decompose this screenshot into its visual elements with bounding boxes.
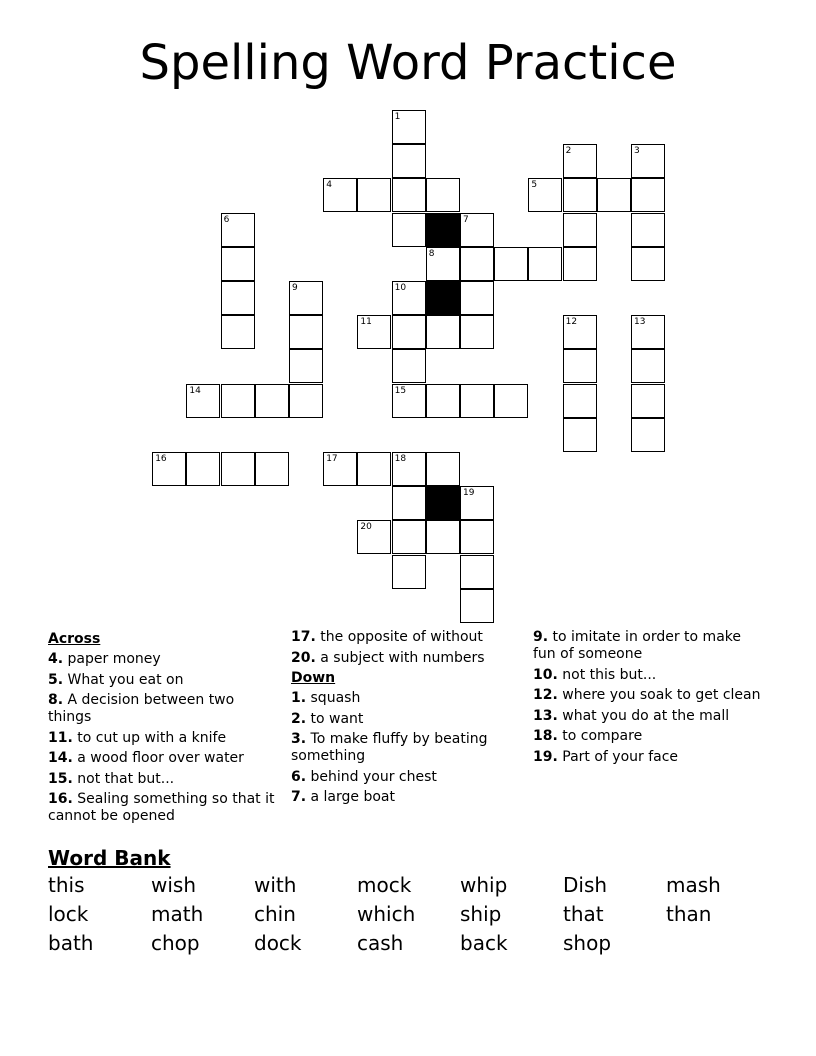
clue (533, 708, 763, 725)
clue-number-label: 2. (291, 710, 307, 727)
grid-cell[interactable] (460, 555, 494, 589)
word-bank-word: back (460, 931, 508, 955)
word-bank-word: chin (254, 902, 296, 926)
clue-number: 13 (634, 317, 646, 328)
clue-section-heading: Across (48, 631, 101, 647)
clue-number-label: 8. (48, 692, 64, 708)
word-bank-word: chop (151, 931, 200, 955)
grid-cell[interactable] (631, 384, 665, 418)
grid-cell[interactable] (460, 213, 494, 247)
clue-number-label: 13. (533, 707, 558, 724)
clue (533, 667, 763, 684)
clue-text: to imitate in order to make fun of someone (533, 629, 741, 662)
clue-text: the opposite of without (320, 629, 483, 645)
clue-number: 19 (463, 488, 475, 499)
grid-cell[interactable] (392, 178, 426, 212)
grid-cell[interactable] (221, 384, 255, 418)
clue-number: 12 (565, 317, 578, 328)
clue-text: paper money (67, 651, 161, 667)
grid-cell[interactable] (392, 384, 426, 418)
clue-number: 4 (326, 180, 332, 191)
clue-text: a large boat (310, 789, 395, 805)
clue-number-label: 12. (533, 687, 558, 703)
clue (48, 771, 278, 788)
grid-cell[interactable] (631, 349, 665, 383)
grid-cell[interactable] (563, 418, 597, 452)
clue (533, 687, 763, 704)
grid-cell[interactable] (563, 213, 597, 247)
clue-text: not this but... (562, 666, 657, 683)
grid-cell[interactable] (392, 315, 426, 349)
clue (533, 728, 763, 745)
grid-cell[interactable] (460, 384, 494, 418)
clue-number-label: 7. (291, 789, 307, 805)
word-bank-word: which (357, 902, 416, 926)
clue-number-label: 10. (533, 666, 558, 683)
black-cell (426, 486, 460, 520)
grid-cell[interactable] (186, 384, 220, 418)
grid-cell[interactable] (460, 315, 494, 349)
word-bank-title: Word Bank (48, 846, 171, 870)
word-bank-word: mock (357, 873, 412, 897)
grid-cell[interactable] (631, 144, 665, 178)
clue-number-label: 19. (533, 748, 558, 765)
grid-cell[interactable] (631, 315, 665, 349)
clue-number-label: 20. (291, 649, 316, 666)
clue-number-label: 1. (291, 690, 307, 706)
clue-number-label: 16. (48, 791, 73, 807)
clue-text: A decision between two things (48, 692, 235, 725)
clue-text: where you soak to get clean (562, 687, 761, 703)
clue-number-label: 3. (291, 731, 307, 747)
clue-number: 1 (394, 112, 401, 122)
clue-text: Part of your face (562, 748, 679, 765)
grid-cell[interactable] (631, 213, 665, 247)
word-bank-word: lock (48, 902, 89, 926)
grid-cell[interactable] (289, 315, 323, 349)
grid-cell[interactable] (392, 144, 426, 178)
clue (48, 730, 278, 747)
word-bank-word: dock (254, 931, 302, 955)
grid-cell[interactable] (289, 349, 323, 383)
grid-cell[interactable] (392, 213, 426, 247)
clue-number: 14 (189, 385, 201, 396)
grid-cell[interactable] (152, 452, 186, 486)
clue-number: 7 (463, 214, 469, 225)
word-bank-word: ship (460, 902, 502, 926)
clue (533, 629, 763, 663)
grid-cell[interactable] (392, 555, 426, 589)
grid-cell[interactable] (426, 247, 460, 281)
grid-cell[interactable] (357, 315, 391, 349)
word-bank-word: wish (151, 873, 197, 897)
page-title: Spelling Word Practice (139, 35, 677, 91)
clue-text: not that but... (77, 770, 175, 787)
grid-cell[interactable] (392, 486, 426, 520)
grid-cell[interactable] (392, 281, 426, 315)
clue-number: 8 (428, 248, 435, 259)
clue-text: to compare (562, 728, 643, 744)
word-bank-word: mash (666, 873, 721, 897)
black-cell (426, 213, 460, 247)
clue-number: 6 (223, 214, 230, 225)
clue-column-1 (48, 629, 278, 829)
grid-cell[interactable] (221, 315, 255, 349)
grid-cell[interactable] (563, 144, 597, 178)
clue-number: 11 (360, 317, 372, 328)
grid-cell[interactable] (563, 315, 597, 349)
clue-number-label: 17. (291, 629, 316, 645)
word-bank-word: than (666, 902, 712, 926)
word-bank-word: this (48, 873, 85, 897)
grid-cell[interactable] (426, 384, 460, 418)
clue-text: what you do at the mall (562, 707, 730, 724)
clue-number: 15 (394, 385, 407, 396)
clue (291, 789, 521, 806)
grid-cell[interactable] (631, 247, 665, 281)
word-bank (48, 872, 768, 956)
clue-number: 3 (634, 146, 640, 157)
grid-cell[interactable] (323, 452, 357, 486)
clue-text: Sealing something so that it cannot be opened (48, 791, 275, 824)
grid-cell[interactable] (528, 247, 562, 281)
clue (291, 690, 521, 707)
word-bank-word: with (254, 873, 297, 897)
grid-cell[interactable] (221, 452, 255, 486)
clue-number-label: 14. (48, 750, 73, 766)
grid-cell[interactable] (186, 452, 220, 486)
clue (48, 750, 278, 767)
grid-cell[interactable] (597, 178, 631, 212)
clue (48, 692, 278, 726)
grid-cell[interactable] (563, 384, 597, 418)
clue (48, 651, 278, 668)
clue-text: to cut up with a knife (77, 729, 227, 746)
grid-cell[interactable] (221, 247, 255, 281)
clue (48, 672, 278, 689)
clue-number-label: 15. (48, 770, 73, 787)
grid-cell[interactable] (460, 520, 494, 554)
grid-cell[interactable] (563, 247, 597, 281)
grid-cell[interactable] (392, 349, 426, 383)
clue-column-2 (291, 629, 521, 810)
grid-cell[interactable] (323, 178, 357, 212)
clue-number-label: 6. (291, 768, 307, 785)
clue-text: a wood floor over water (77, 750, 244, 766)
grid-cell[interactable] (460, 589, 494, 623)
clue-number-label: 18. (533, 728, 558, 744)
clue-number: 20 (360, 522, 372, 533)
clue-text: a subject with numbers (320, 649, 485, 666)
clue-text: What you eat on (67, 671, 184, 688)
clue (291, 769, 521, 786)
clue-number: 10 (394, 283, 407, 293)
grid-cell[interactable] (221, 213, 255, 247)
clue-number: 5 (531, 180, 538, 191)
clue-column-3 (533, 629, 763, 769)
grid-cell[interactable] (563, 178, 597, 212)
clue-text: squash (310, 690, 361, 706)
grid-cell[interactable] (426, 520, 460, 554)
clue (291, 731, 521, 765)
grid-cell[interactable] (357, 178, 391, 212)
clue (533, 749, 763, 766)
grid-cell[interactable] (426, 452, 460, 486)
grid-cell[interactable] (392, 520, 426, 554)
word-bank-word: math (151, 902, 204, 926)
grid-cell[interactable] (494, 247, 528, 281)
grid-cell[interactable] (426, 178, 460, 212)
grid-cell[interactable] (221, 281, 255, 315)
grid-cell[interactable] (255, 452, 289, 486)
word-bank-word: Dish (563, 873, 608, 897)
word-bank-word: cash (357, 931, 404, 955)
clue-number-label: 4. (48, 651, 64, 667)
grid-cell[interactable] (631, 418, 665, 452)
clue-number: 9 (292, 283, 298, 293)
grid-cell[interactable] (357, 452, 391, 486)
clue-number: 2 (565, 146, 572, 157)
clue-section-heading: Down (291, 670, 336, 686)
word-bank-word: whip (460, 873, 508, 897)
grid-cell[interactable] (563, 349, 597, 383)
clue-number: 18 (394, 454, 407, 464)
black-cell (426, 281, 460, 315)
clue (291, 711, 521, 728)
clue (291, 650, 521, 667)
grid-cell[interactable] (631, 178, 665, 212)
grid-cell[interactable] (528, 178, 562, 212)
word-bank-word: shop (563, 931, 612, 955)
grid-cell[interactable] (392, 110, 426, 144)
grid-cell[interactable] (460, 486, 494, 520)
clue (291, 629, 521, 646)
grid-cell[interactable] (460, 247, 494, 281)
grid-cell[interactable] (460, 281, 494, 315)
clue-text: to want (310, 710, 364, 727)
word-bank-word: bath (48, 931, 94, 955)
clue-text: behind your chest (310, 768, 437, 785)
grid-cell[interactable] (289, 281, 323, 315)
clue-number-label: 11. (48, 729, 73, 746)
word-bank-word: that (563, 902, 604, 926)
clue-text: To make fluffy by beating something (291, 731, 488, 764)
clue-number-label: 9. (533, 629, 549, 645)
grid-cell[interactable] (289, 384, 323, 418)
clue-number: 17 (326, 454, 338, 464)
clue-number-label: 5. (48, 671, 64, 688)
grid-cell[interactable] (357, 520, 391, 554)
grid-cell[interactable] (255, 384, 289, 418)
clue (48, 791, 278, 825)
clue-number: 16 (155, 454, 167, 464)
grid-cell[interactable] (494, 384, 528, 418)
grid-cell[interactable] (392, 452, 426, 486)
grid-cell[interactable] (426, 315, 460, 349)
